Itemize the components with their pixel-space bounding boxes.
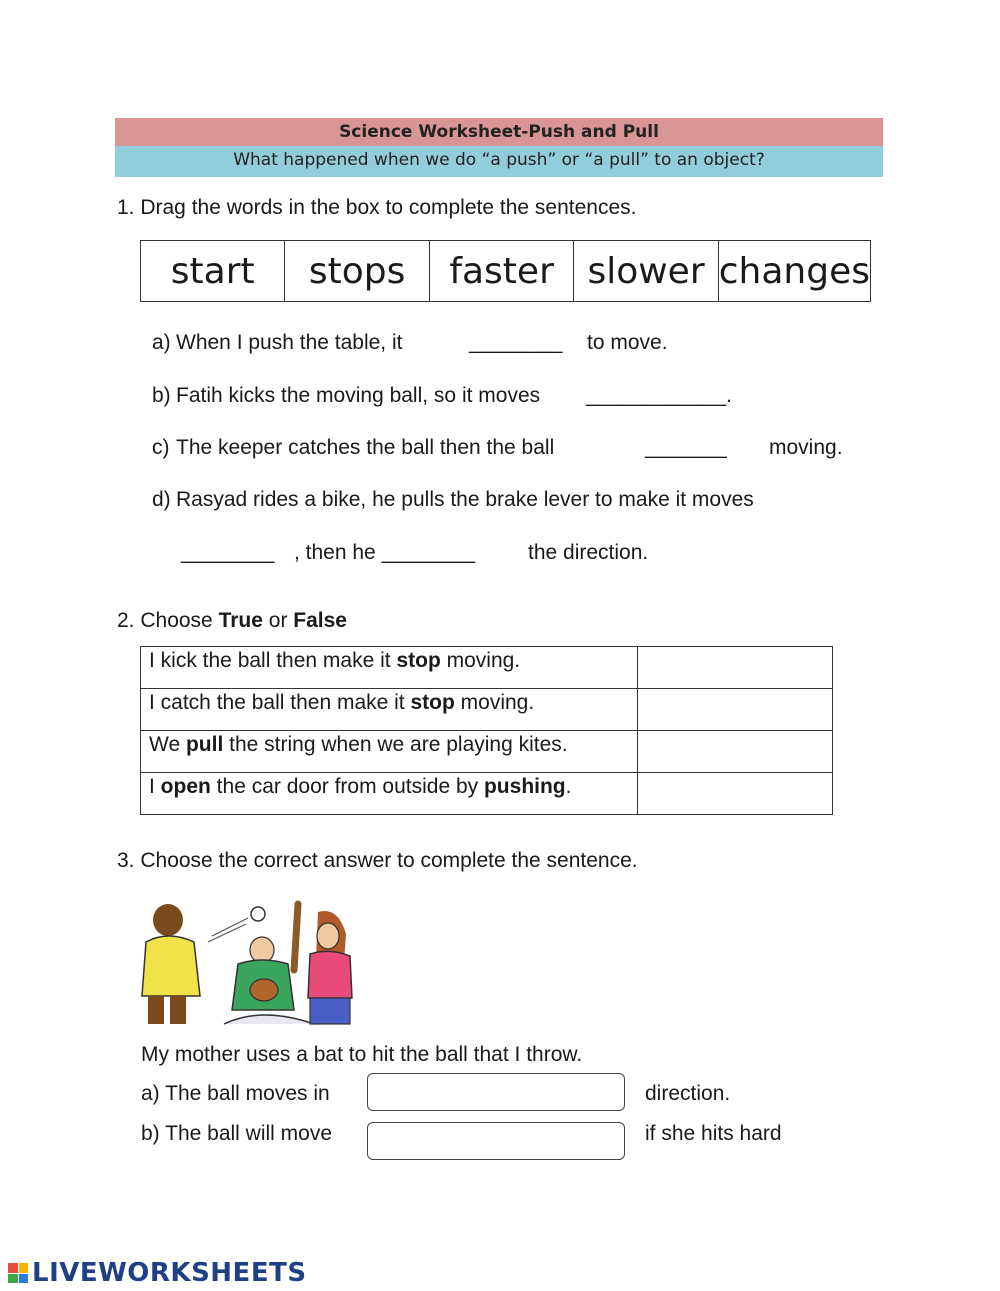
liveworksheets-logo[interactable] xyxy=(8,1258,307,1288)
word-bank xyxy=(140,240,871,302)
logo-text: LIVEWORKSHEETS xyxy=(32,1258,307,1288)
sentence-c-marker: c) xyxy=(152,436,170,459)
logo-mark-icon xyxy=(8,1263,28,1283)
sentence-c-blank[interactable]: _______ xyxy=(645,436,727,459)
stmt-text: . xyxy=(565,775,572,798)
q3-a-after: direction. xyxy=(645,1082,731,1105)
sentence-d-blank-2[interactable]: , then he ________ xyxy=(294,541,476,564)
true-false-table xyxy=(140,646,833,815)
word-changes[interactable]: changes xyxy=(718,250,870,292)
sentence-b-blank[interactable]: ____________. xyxy=(586,384,732,407)
answer-cell-1[interactable] xyxy=(638,647,833,689)
stmt-text: moving. xyxy=(440,649,521,672)
stmt-bold: pushing xyxy=(483,775,566,798)
q3-context: My mother uses a bat to hit the ball that I throw. xyxy=(141,1043,583,1066)
q2-prefix: 2. Choose xyxy=(117,609,219,632)
answer-cell-4[interactable] xyxy=(638,773,833,815)
q3-a-text: a) The ball moves in xyxy=(141,1082,330,1105)
q3-b-after: if she hits hard xyxy=(645,1122,782,1145)
q1-instruction: 1. Drag the words in the box to complete the sentences. xyxy=(117,196,637,219)
sentence-b-marker: b) xyxy=(152,384,171,407)
table-row xyxy=(141,647,833,689)
boy-figure xyxy=(142,904,200,1024)
stmt-text: the string when we are playing kites. xyxy=(223,733,568,756)
statement-1 xyxy=(141,647,638,689)
statement-2 xyxy=(141,689,638,731)
q3-instruction: 3. Choose the correct answer to complete the sentence. xyxy=(117,849,638,872)
statement-4 xyxy=(141,773,638,815)
word-slower[interactable]: slower xyxy=(574,241,718,301)
sentence-d-after: the direction. xyxy=(528,541,649,564)
stmt-bold: stop xyxy=(396,649,441,672)
stmt-text: I kick the ball then make it xyxy=(149,649,397,672)
table-row xyxy=(141,689,833,731)
baseball-illustration xyxy=(138,898,374,1028)
answer-cell-3[interactable] xyxy=(638,731,833,773)
q3-b-text: b) The ball will move xyxy=(141,1122,333,1145)
stmt-text: I xyxy=(149,775,161,798)
stmt-bold: stop xyxy=(410,691,455,714)
sentence-d-marker: d) xyxy=(152,488,171,511)
q2-true-word: True xyxy=(218,609,263,632)
sentence-d-blank-1[interactable]: ________ xyxy=(181,541,275,564)
sentence-c-text: The keeper catches the ball then the ball xyxy=(176,436,555,459)
word-stops[interactable]: stops xyxy=(285,241,429,301)
sentence-d-text: Rasyad rides a bike, he pulls the brake lever to make it moves xyxy=(176,488,754,511)
answer-cell-2[interactable] xyxy=(638,689,833,731)
stmt-bold: pull xyxy=(185,733,224,756)
stmt-text: We xyxy=(149,733,186,756)
stmt-text: moving. xyxy=(454,691,535,714)
stmt-bold: open xyxy=(160,775,211,798)
flying-ball xyxy=(208,907,265,942)
stmt-text: I catch the ball then make it xyxy=(149,691,411,714)
catcher-figure xyxy=(224,937,314,1024)
stmt-text: the car door from outside by xyxy=(210,775,484,798)
table-row xyxy=(141,731,833,773)
batter-figure xyxy=(294,904,352,1024)
q2-false-word: False xyxy=(293,609,347,632)
sentence-b-text: Fatih kicks the moving ball, so it moves xyxy=(176,384,541,407)
q3-b-answer-input[interactable] xyxy=(367,1122,625,1160)
sentence-c-after: moving. xyxy=(769,436,843,459)
sentence-a-text: When I push the table, it xyxy=(176,331,403,354)
sentence-a-marker: a) xyxy=(152,331,171,354)
worksheet-subtitle: What happened when we do “a push” or “a pull” to an object? xyxy=(115,146,883,177)
statement-3 xyxy=(141,731,638,773)
q2-or: or xyxy=(262,609,294,632)
q3-a-answer-input[interactable] xyxy=(367,1073,625,1111)
word-start[interactable]: start xyxy=(141,241,285,301)
table-row xyxy=(141,773,833,815)
q2-instruction xyxy=(117,609,347,633)
sentence-a-after: to move. xyxy=(587,331,668,354)
sentence-a-blank[interactable]: ________ xyxy=(469,331,563,354)
word-faster[interactable]: faster xyxy=(430,241,574,301)
worksheet-title: Science Worksheet-Push and Pull xyxy=(115,118,883,146)
